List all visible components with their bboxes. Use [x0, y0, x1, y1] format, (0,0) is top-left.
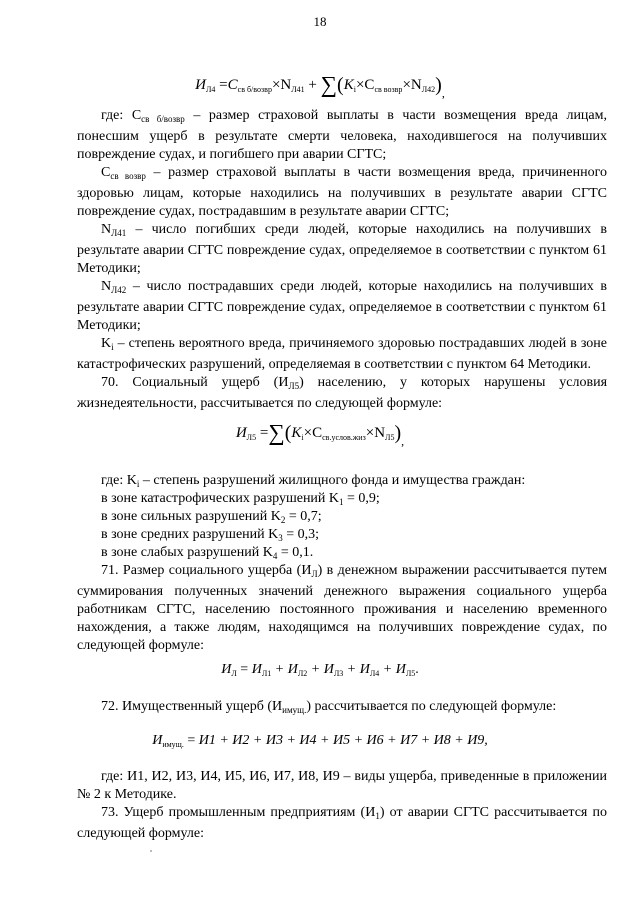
p72-definitions — [77, 768, 607, 804]
ki-definition: где: $K_i$ – степень разрушений жилищного фонда и имущества граждан: — [101, 473, 526, 489]
formula-symbol: ×N — [365, 425, 386, 441]
zone-catastrophic: в зоне катастрофических разрушений $K_1 = 0,9$; — [101, 491, 380, 507]
formula-subscript: i — [301, 433, 304, 442]
formula-symbol: K — [291, 425, 302, 441]
scan-dot — [150, 850, 152, 852]
formula-equals: = — [256, 425, 269, 441]
definition-n-l41: $N_{Л41}$ – число погибших среди людей, которые находились на получивших в результате аварии СГТС повреждение судах, определяемое в соответствии с пунктом 61 Методики; — [77, 222, 607, 276]
formula-symbol: И — [235, 425, 247, 441]
damage-types-definition: где: И1, И2, И3, И4, И5, И6, И7, И8, И9 – виды ущерба, приведенные в приложении № 2 к Методике. — [77, 769, 607, 802]
definition-n-l42: $N_{Л42}$ – число пострадавших среди людей, которые находились на получивших в результате аварии СГТС повреждение судах, определяемое в соответствии с пунктом 61 Методики; — [77, 279, 607, 333]
paragraph-72: 72. Имущественный ущерб $(И_{имущ.})$ рассчитывается по следующей формуле: — [101, 699, 557, 715]
formula-symbol: C — [227, 77, 238, 93]
formula-subscript: Л4 — [205, 85, 216, 94]
zone-weak: в зоне слабых разрушений $K_4 = 0,1$. — [101, 545, 314, 561]
formula-imush: $И_{имущ.} = И1 + И2 + И3 + И4 + И5 + И6 + И7 + И8 + И9$, — [152, 733, 488, 749]
sigma-symbol: ∑ — [320, 72, 338, 97]
formula-plus: + — [304, 77, 321, 93]
formula-subscript: св.услов.жиз — [322, 433, 366, 442]
formula-comma: , — [441, 86, 445, 100]
paragraph-73-block — [77, 804, 607, 843]
paragraph-73: 73. Ущерб промышленным предприятиям $(И_1)$ от аварии СГТС рассчитывается по следующей формуле: — [77, 805, 607, 841]
page-number: 18 — [313, 14, 327, 29]
paragraph-71-block — [77, 562, 607, 655]
definitions-block — [77, 107, 607, 413]
formula-il: $И_Л = И_{Л1} + И_{Л2} + И_{Л3} + И_{Л4} + И_{Л5}$. — [221, 662, 419, 678]
formula-symbol: ×N — [402, 77, 422, 93]
formula-subscript: св возвр — [374, 85, 403, 94]
formula-equals: = — [215, 77, 228, 93]
formula-subscript: Л41 — [291, 85, 305, 94]
formula-symbol: ×N — [271, 77, 292, 93]
paragraph-70: 70. Социальный ущерб $(И_{Л5})$ населению, у которых нарушены условия жизнедеятельности, рассчитывается по следующей формуле: — [77, 375, 608, 411]
zone-strong: в зоне сильных разрушений $K_2 = 0,7$; — [101, 509, 322, 525]
sigma-symbol: ∑ — [268, 420, 285, 445]
formula-subscript: Л5 — [385, 433, 395, 442]
formula-subscript: св б/возвр — [237, 85, 272, 94]
definition-c-sv-vozvr: $C_{св возвр}$ – размер страховой выплаты в части возмещения вреда, причиненного здоровью лицам, которые находились на получивших в результате аварии СГТС повреждение судах, пострадавшим в результате аварии СГТС; — [77, 165, 607, 219]
zone-medium: в зоне средних разрушений $K_3 = 0,3$; — [101, 527, 320, 543]
formula-symbol: И — [195, 77, 206, 93]
definition-ki: $K_i$ – степень вероятного вреда, причиняемого здоровью пострадавших людей в зоне катастрофических разрушений, определяемая в соответствии с пунктом 64 Методики. — [77, 336, 607, 372]
formula-symbol: ×C — [355, 77, 375, 93]
paragraph-71: 71. Размер социального ущерба $(И_Л)$ в денежном выражении рассчитывается путем суммирования полученных значений денежного выражения социального ущерба работникам СГТС, населению постоянного проживания и населению временного нахождения, а также людям, находящимся на получивших повреждение судах, по следующей формуле: — [77, 563, 607, 653]
formula-symbol: ×C — [303, 425, 323, 441]
definition-c-sv-bvozvr: где: $C_{св б/возвр}$ – размер страховой выплаты в части возмещения вреда лицам, понесшим ущерб в результате смерти человека, находившегося на получивших повреждение судах, и погибшего при аварии СГТС; — [77, 108, 607, 162]
formula-subscript: Л5 — [246, 433, 257, 442]
formula-il4: $И_{Л4} =C_{св б/возвр}\times N_{Л41} + \sum(K_i\times C_{св возвр}\times N_{Л42})_,$ — [195, 72, 445, 100]
formula-comma: , — [401, 434, 405, 448]
formula-subscript: i — [353, 85, 356, 94]
formula-il5: $И_{Л5} =\sum(K_i\times C_{св.услов.жиз}\times N_{Л5})_,$ — [235, 420, 405, 448]
formula-subscript: Л42 — [421, 85, 436, 94]
formula-symbol: K — [343, 77, 354, 93]
